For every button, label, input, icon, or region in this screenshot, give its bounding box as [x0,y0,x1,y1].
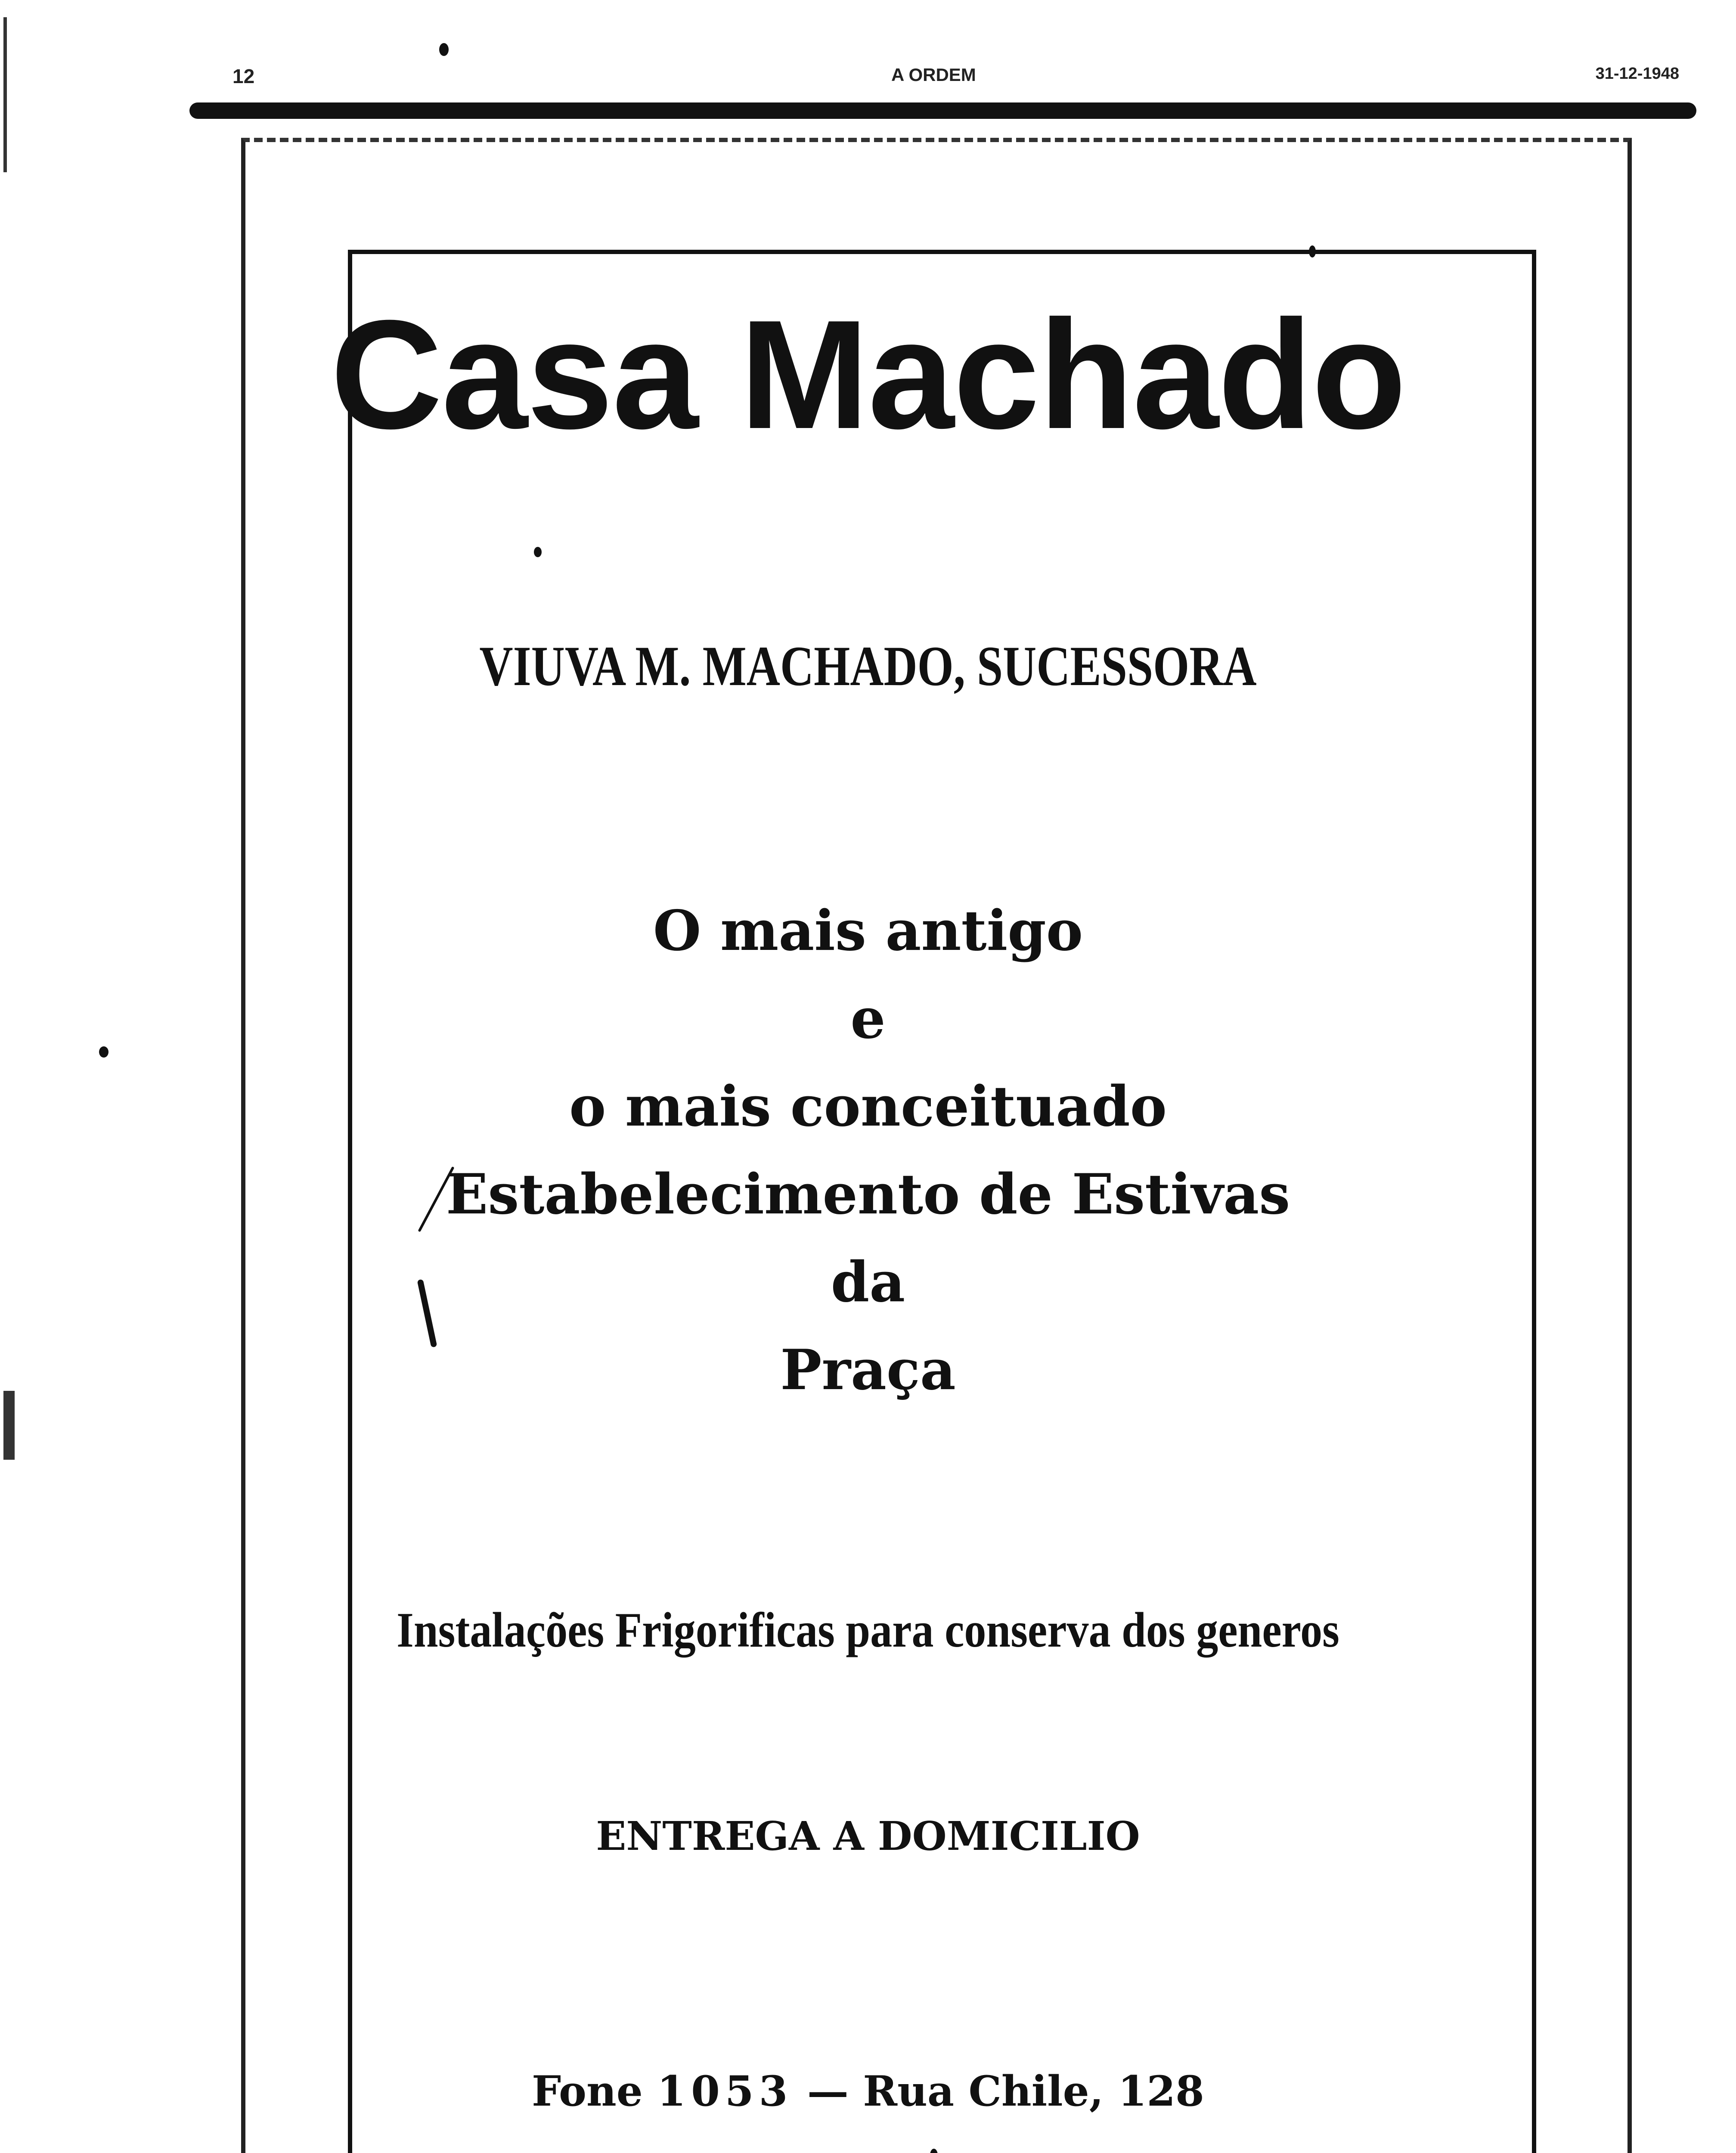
phone-number: 1053 [657,2067,793,2116]
issue-date: 31-12-1948 [1595,65,1679,83]
slogan-line: O mais antigo [653,899,1083,963]
page-number: 12 [232,65,255,87]
ink-speck [1309,245,1316,257]
edge-mark [3,17,7,172]
address: Rua Chile, 128 [863,2067,1204,2116]
slogan-line: da [831,1250,905,1315]
slogan-line: Estabelecimento de Estivas [446,1162,1290,1227]
delivery-line: ENTREGA A DOMICILIO [596,1813,1140,1859]
successor-line: VIUVA M. MACHADO, SUCESSORA [479,634,1257,698]
installations-line: Instalações Frigorificas para conserva dos generos [397,1603,1339,1658]
header-rule [189,102,1696,119]
contact-line [0,2067,1736,2116]
ink-speck [99,1046,108,1058]
slogan-line: o mais conceituado [569,1074,1167,1139]
newspaper-title: A ORDEM [891,65,976,85]
slogan-block [0,887,1736,1414]
slogan-line: e [850,987,886,1051]
phone-label: Fone [532,2067,643,2116]
page-header [232,65,1679,99]
separator: — [793,2067,863,2116]
advertisement-title: Casa Machado [330,288,1406,461]
ink-speck [534,547,542,557]
ink-speck [439,43,449,56]
slogan-line: Praça [780,1338,956,1402]
